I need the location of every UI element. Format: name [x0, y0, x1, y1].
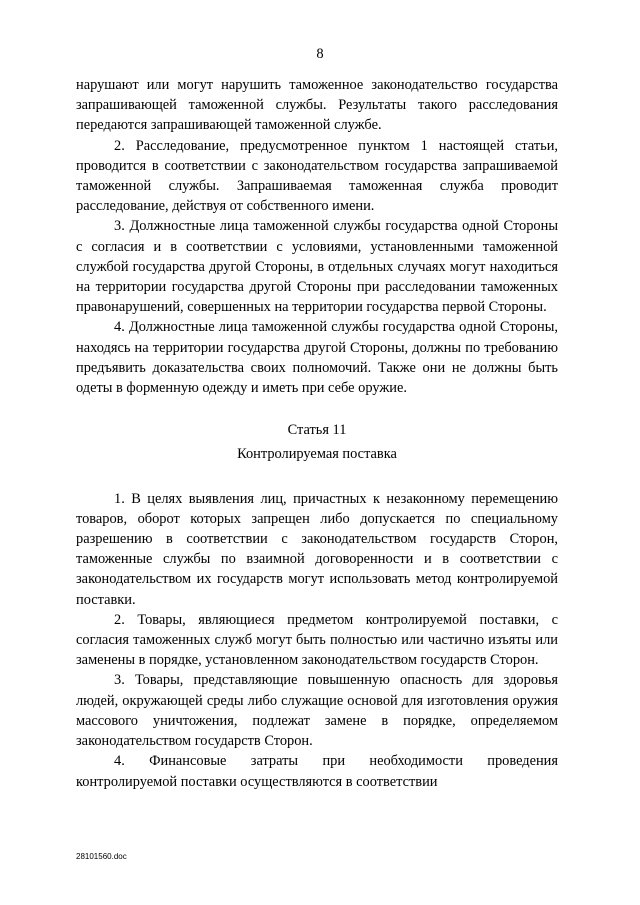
paragraph: 3. Товары, представляющие повышенную опасность для здоровья людей, окружающей среды либо служащие основой для изготовления оружия массового уничтожения, подлежат замене в порядке, определяемом законодательством государств Сторон.	[76, 672, 558, 750]
article-subtitle: Контролируемая поставка	[237, 446, 397, 463]
page-number: 8	[316, 46, 324, 62]
paragraph: 1. В целях выявления лиц, причастных к незаконному перемещению товаров, оборот которых запрещен либо допускается по специальному разрешению в соответствии с законодательством государств Сторон, таможенные службы по взаимной договоренности и в соответствии с законодательством их государств могут использовать метод контролируемой поставки.	[76, 490, 558, 608]
article-title: Статья 11	[287, 422, 347, 439]
paragraph: 2. Расследование, предусмотренное пунктом 1 настоящей статьи, проводится в соответствии с законодательством государства запрашиваемой таможенной службы. Запрашиваемая таможенная служба проводит расследование, действуя от собственного имени.	[76, 137, 558, 215]
paragraph: 2. Товары, являющиеся предметом контролируемой поставки, с согласия таможенных служб могут быть полностью или частично изъяты или заменены в порядке, установленном законодательством государств Сторон.	[76, 611, 558, 669]
paragraph: 4. Финансовые затраты при необходимости проведения контролируемой поставки осуществляются в соответствии	[76, 753, 558, 790]
paragraph: 4. Должностные лица таможенной службы государства одной Стороны, находясь на территории государства другой Стороны, должны по требованию предъявить доказательства своих полномочий. Также они не должны быть одеты в форменную одежду и иметь при себе оружие.	[76, 319, 558, 397]
paragraph: 3. Должностные лица таможенной службы государства одной Стороны с согласия и в соответствии с условиями, установленными таможенной службой государства другой Стороны, в отдельных случаях могут находиться на территории государства другой Стороны при расследовании таможенных правонарушений, совершенных на территории государства первой Стороны.	[76, 218, 558, 316]
footer-filename: 28101560.doc	[76, 852, 127, 861]
document-body	[76, 75, 558, 792]
paragraph: нарушают или могут нарушить таможенное законодательство государства запрашивающей таможенной службы. Результаты такого расследования передаются запрашивающей таможенной службе.	[76, 77, 558, 134]
section-spacer	[76, 398, 558, 420]
section-spacer	[76, 465, 558, 489]
